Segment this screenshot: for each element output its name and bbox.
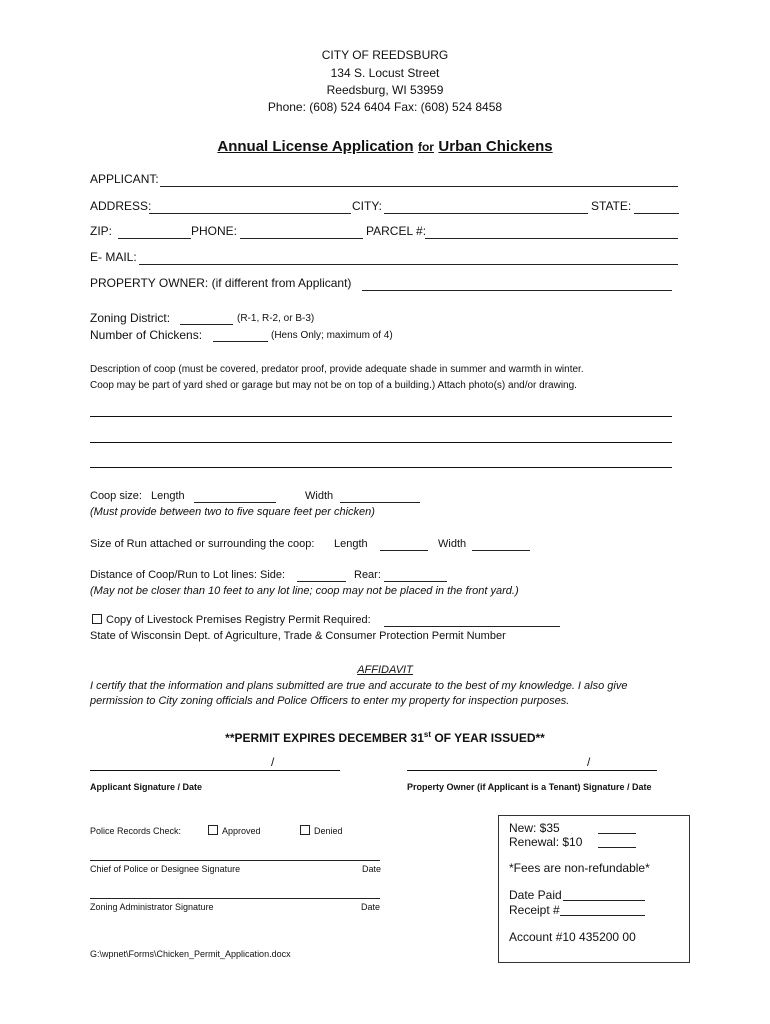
receipt-field[interactable]: [560, 915, 645, 916]
coop-description-line-1[interactable]: [90, 416, 672, 417]
police-check-label: Police Records Check:: [90, 826, 182, 836]
coop-width-label: Width: [305, 490, 334, 502]
phone-field[interactable]: [240, 238, 363, 239]
zoning-admin-date-label: Date: [361, 902, 381, 912]
owner-field[interactable]: [362, 290, 672, 291]
rear-label: Rear:: [354, 569, 381, 581]
approved-checkbox[interactable]: [208, 825, 218, 835]
applicant-slash: /: [271, 755, 275, 769]
chickens-note: (Hens Only; maximum of 4): [271, 330, 393, 341]
coop-description-line-2[interactable]: [90, 442, 672, 443]
email-label: E- MAIL:: [90, 250, 137, 264]
title-part2: for: [417, 140, 434, 154]
coop-size-note: (Must provide between two to five square feet per chicken): [90, 506, 375, 518]
coop-width-field[interactable]: [340, 502, 420, 503]
page-title: [0, 138, 770, 156]
receipt-label: Receipt #: [509, 903, 560, 917]
new-fee: New: $35: [509, 821, 560, 835]
zoning-admin-signature-line[interactable]: [90, 898, 380, 899]
expires-post: OF YEAR ISSUED**: [431, 731, 545, 745]
address-label: ADDRESS:: [90, 199, 152, 213]
renewal-fee: Renewal: $10: [509, 835, 583, 849]
date-paid-field[interactable]: [563, 900, 645, 901]
email-field[interactable]: [139, 264, 678, 265]
livestock-label: Copy of Livestock Premises Registry Permit Required:: [106, 614, 371, 626]
owner-signature-label: Property Owner (if Applicant is a Tenant) Signature / Date: [407, 782, 652, 792]
affidavit-line1: I certify that the information and plans submitted are true and accurate to the best of my knowledge. I also give: [90, 680, 628, 692]
address-field[interactable]: [149, 213, 351, 214]
date-paid-label: Date Paid: [509, 888, 562, 902]
file-path: G:\wpnet\Forms\Chicken_Permit_Application.docx: [90, 949, 291, 959]
denied-label: Denied: [314, 826, 343, 836]
run-size-label: Size of Run attached or surrounding the coop:: [90, 538, 315, 550]
chief-signature-label: Chief of Police or Designee Signature: [90, 864, 241, 874]
owner-slash: /: [587, 755, 591, 769]
affidavit-line2: permission to City zoning officials and Police Officers to enter my property for inspection purposes.: [90, 695, 570, 707]
street-address: 134 S. Locust Street: [330, 66, 440, 80]
rear-distance-field[interactable]: [384, 581, 447, 582]
chief-date-label: Date: [362, 864, 382, 874]
phone-fax: Phone: (608) 524 6404 Fax: (608) 524 8458: [267, 100, 503, 114]
zoning-note: (R-1, R-2, or B-3): [237, 313, 315, 324]
distance-note: (May not be closer than 10 feet to any lot line; coop may not be placed in the front yard.): [90, 585, 519, 597]
state-permit-label: State of Wisconsin Dept. of Agriculture, Trade & Consumer Protection Permit Number: [90, 630, 506, 642]
approved-option[interactable]: [208, 825, 261, 836]
parcel-field[interactable]: [425, 238, 678, 239]
coop-length-label: Length: [151, 490, 185, 502]
city-state-zip: Reedsburg, WI 53959: [326, 83, 444, 97]
zip-field[interactable]: [118, 238, 191, 239]
livestock-checkbox[interactable]: [92, 614, 102, 624]
livestock-permit-field[interactable]: [384, 626, 560, 627]
zoning-field[interactable]: [180, 324, 233, 325]
city-name: CITY OF REEDSBURG: [321, 48, 449, 62]
owner-label: PROPERTY OWNER: (if different from Applicant): [90, 276, 352, 290]
zip-label: ZIP:: [90, 224, 113, 238]
distance-label: Distance of Coop/Run to Lot lines: Side:: [90, 569, 286, 581]
denied-checkbox[interactable]: [300, 825, 310, 835]
title-part1: Annual License Application: [217, 138, 414, 155]
applicant-label: APPLICANT:: [90, 172, 159, 186]
coop-length-field[interactable]: [194, 502, 276, 503]
coop-desc-line2: Coop may be part of yard shed or garage but may not be on top of a building.) Attach photo(s) and/or drawing.: [90, 380, 577, 391]
denied-option[interactable]: [300, 825, 343, 836]
coop-description-line-3[interactable]: [90, 467, 672, 468]
state-label: STATE:: [591, 199, 632, 213]
phone-label: PHONE:: [191, 224, 238, 238]
city-field[interactable]: [384, 213, 588, 214]
non-refundable-note: *Fees are non-refundable*: [509, 861, 650, 875]
permit-expires: [0, 730, 770, 745]
run-length-label: Length: [334, 538, 368, 550]
run-width-label: Width: [438, 538, 467, 550]
city-label: CITY:: [352, 199, 383, 213]
chickens-field[interactable]: [213, 341, 268, 342]
renewal-fee-field[interactable]: [598, 847, 636, 848]
parcel-label: PARCEL #:: [366, 224, 427, 238]
coop-size-label: Coop size:: [90, 490, 142, 502]
side-distance-field[interactable]: [297, 581, 346, 582]
title-part3: Urban Chickens: [438, 138, 553, 155]
run-width-field[interactable]: [472, 550, 530, 551]
expires-pre: **PERMIT EXPIRES DECEMBER 31: [225, 731, 424, 745]
chickens-label: Number of Chickens:: [90, 328, 203, 342]
applicant-field[interactable]: [160, 186, 678, 187]
new-fee-field[interactable]: [598, 833, 636, 834]
owner-signature-line[interactable]: [407, 770, 657, 771]
coop-desc-line1: Description of coop (must be covered, predator proof, provide adequate shade in summer and warmth in winter.: [90, 364, 584, 375]
applicant-signature-line[interactable]: [90, 770, 340, 771]
affidavit-title: AFFIDAVIT: [357, 664, 413, 676]
state-field[interactable]: [634, 213, 679, 214]
run-length-field[interactable]: [380, 550, 428, 551]
livestock-row: [92, 614, 371, 626]
account-number: Account #10 435200 00: [509, 930, 636, 944]
expires-sup: st: [423, 730, 432, 739]
applicant-signature-label: Applicant Signature / Date: [90, 782, 203, 792]
zoning-admin-signature-label: Zoning Administrator Signature: [90, 902, 214, 912]
approved-label: Approved: [222, 826, 261, 836]
chief-signature-line[interactable]: [90, 860, 380, 861]
zoning-label: Zoning District:: [90, 311, 171, 325]
